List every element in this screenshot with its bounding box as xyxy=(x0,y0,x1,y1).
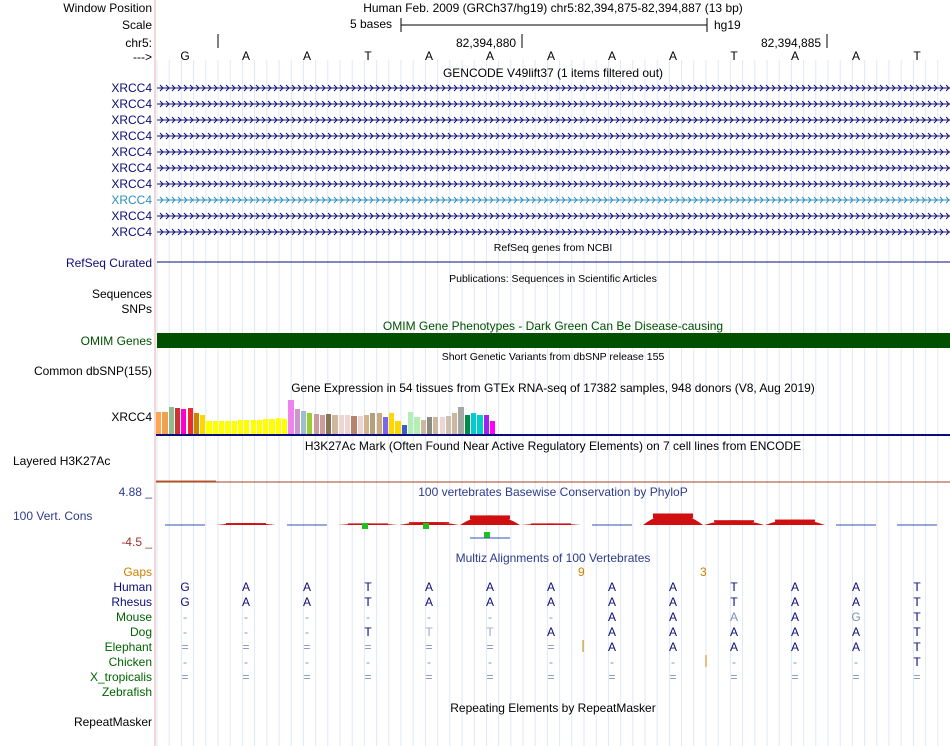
multiz-species-label[interactable]: Elephant xyxy=(104,640,152,654)
multiz-aligned-base: - xyxy=(244,610,248,624)
multiz-aligned-base: A xyxy=(668,610,677,624)
multiz-aligned-base: A xyxy=(790,625,799,639)
gtex-tissue-bar[interactable] xyxy=(433,417,438,434)
omim-gene-bar[interactable] xyxy=(157,333,950,348)
reference-base: T xyxy=(913,49,921,63)
reference-base: T xyxy=(364,49,372,63)
multiz-aligned-base: T xyxy=(364,625,372,639)
gencode-transcript-label[interactable]: XRCC4 xyxy=(111,177,152,191)
multiz-aligned-base: A xyxy=(607,595,616,609)
reference-base: A xyxy=(485,49,494,63)
publications-snps-label[interactable]: SNPs xyxy=(121,302,152,316)
multiz-aligned-base: - xyxy=(488,655,492,669)
gtex-tissue-bar[interactable] xyxy=(421,420,426,434)
multiz-aligned-base: T xyxy=(913,580,921,594)
multiz-species-label[interactable]: Chicken xyxy=(108,655,152,669)
scale-assembly-text: hg19 xyxy=(714,18,741,32)
multiz-gap-count: 3 xyxy=(700,565,707,579)
multiz-gap-count: 9 xyxy=(578,565,585,579)
gtex-tissue-bar[interactable] xyxy=(345,415,350,434)
conservation-track-title: 100 vertebrates Basewise Conservation by PhyloP xyxy=(418,485,688,499)
multiz-aligned-base: = xyxy=(303,670,311,684)
multiz-aligned-base: A xyxy=(790,610,799,624)
gtex-tissue-bar[interactable] xyxy=(458,407,463,434)
multiz-aligned-base: = xyxy=(486,670,494,684)
multiz-aligned-base: G xyxy=(851,610,861,624)
multiz-aligned-base: A xyxy=(607,610,616,624)
gtex-tissue-bar[interactable] xyxy=(301,411,306,434)
gtex-tissue-bar[interactable] xyxy=(440,417,445,434)
publications-track-title: Publications: Sequences in Scientific Articles xyxy=(449,273,657,285)
gtex-tissue-bar[interactable] xyxy=(225,421,230,434)
multiz-aligned-base: = xyxy=(547,640,555,654)
multiz-aligned-base: G xyxy=(180,595,190,609)
chrom-label: chr5: xyxy=(125,36,152,50)
gtex-tissue-bar[interactable] xyxy=(206,421,211,434)
gtex-tissue-bar[interactable] xyxy=(408,412,413,434)
multiz-aligned-base: T xyxy=(364,580,372,594)
multiz-aligned-base: = xyxy=(364,640,372,654)
multiz-track-title: Multiz Alignments of 100 Vertebrates xyxy=(455,551,651,565)
multiz-aligned-base: = xyxy=(181,640,189,654)
gencode-transcript-label[interactable]: XRCC4 xyxy=(111,129,152,143)
multiz-aligned-base: A xyxy=(302,580,311,594)
multiz-aligned-base: - xyxy=(793,655,797,669)
multiz-aligned-base: = xyxy=(303,640,311,654)
refseq-label[interactable]: RefSeq Curated xyxy=(65,256,152,270)
gtex-tissue-bar[interactable] xyxy=(295,409,300,434)
repeatmasker-label[interactable]: RepeatMasker xyxy=(73,715,152,729)
multiz-species-label[interactable]: Dog xyxy=(129,625,152,639)
gtex-tissue-bar[interactable] xyxy=(238,420,243,434)
multiz-aligned-base: A xyxy=(302,595,311,609)
gtex-tissue-bar[interactable] xyxy=(314,414,319,434)
multiz-aligned-base: T xyxy=(913,595,921,609)
multiz-gaps-label: Gaps xyxy=(123,565,152,579)
multiz-aligned-base: - xyxy=(244,625,248,639)
gtex-tissue-bar[interactable] xyxy=(370,413,375,434)
multiz-aligned-base: A xyxy=(729,640,738,654)
multiz-aligned-base: - xyxy=(549,610,553,624)
phylop-green-mark xyxy=(484,532,490,538)
multiz-aligned-base: A xyxy=(668,580,677,594)
multiz-aligned-base: A xyxy=(607,580,616,594)
gtex-tissue-bar[interactable] xyxy=(200,415,205,434)
multiz-aligned-base: A xyxy=(729,610,738,624)
reference-base: G xyxy=(180,49,190,63)
h3k27ac-track-title: H3K27Ac Mark (Often Found Near Active Regulatory Elements) on 7 cell lines from ENCODE xyxy=(304,439,802,453)
gtex-track-title: Gene Expression in 54 tissues from GTEx RNA-seq of 17382 samples, 948 donors (V8, Aug 2019) xyxy=(291,381,815,395)
gtex-tissue-bar[interactable] xyxy=(339,415,344,434)
gtex-tissue-bar[interactable] xyxy=(484,415,489,434)
gtex-tissue-bar[interactable] xyxy=(282,419,287,434)
multiz-aligned-base: - xyxy=(366,610,370,624)
gtex-tissue-bar[interactable] xyxy=(219,421,224,434)
multiz-aligned-base: = xyxy=(425,670,433,684)
gencode-transcript-label[interactable]: XRCC4 xyxy=(111,209,152,223)
multiz-aligned-base: = xyxy=(364,670,372,684)
multiz-aligned-base: A xyxy=(668,640,677,654)
multiz-aligned-base: = xyxy=(669,670,677,684)
conservation-label[interactable]: 100 Vert. Cons xyxy=(13,509,93,523)
multiz-aligned-base: = xyxy=(913,670,921,684)
window-position-text: Human Feb. 2009 (GRCh37/hg19) chr5:82,394,875-82,394,887 (13 bp) xyxy=(363,1,743,15)
multiz-aligned-base: A xyxy=(607,640,616,654)
multiz-aligned-base: - xyxy=(610,655,614,669)
scale-label: Scale xyxy=(121,18,152,32)
gtex-tissue-bar[interactable] xyxy=(232,421,237,434)
multiz-aligned-base: - xyxy=(366,655,370,669)
multiz-aligned-base: T xyxy=(913,655,921,669)
gtex-tissue-bar[interactable] xyxy=(446,416,451,434)
phylop-score-bar xyxy=(653,513,693,518)
gtex-tissue-bar[interactable] xyxy=(465,415,470,434)
multiz-aligned-base: - xyxy=(671,655,675,669)
gtex-tissue-bar[interactable] xyxy=(181,409,186,434)
multiz-aligned-base: T xyxy=(486,625,494,639)
gtex-tissue-bar[interactable] xyxy=(307,413,312,434)
gtex-tissue-bar[interactable] xyxy=(326,414,331,434)
multiz-species-label[interactable]: Human xyxy=(113,580,152,594)
gtex-tissue-bar[interactable] xyxy=(364,415,369,434)
gtex-tissue-bar[interactable] xyxy=(194,413,199,434)
gtex-tissue-bar[interactable] xyxy=(244,420,249,434)
gtex-tissue-bar[interactable] xyxy=(402,425,407,435)
gtex-tissue-bar[interactable] xyxy=(257,420,262,434)
gtex-tissue-bar[interactable] xyxy=(156,412,161,434)
gtex-tissue-bar[interactable] xyxy=(162,412,167,434)
multiz-aligned-base: - xyxy=(305,610,309,624)
multiz-aligned-base: - xyxy=(305,655,309,669)
gencode-transcript-label[interactable]: XRCC4 xyxy=(111,97,152,111)
multiz-aligned-base: = xyxy=(425,640,433,654)
multiz-aligned-base: T xyxy=(730,595,738,609)
multiz-species-label[interactable]: Rhesus xyxy=(111,595,152,609)
gtex-tissue-bar[interactable] xyxy=(263,419,268,434)
gtex-tissue-bar[interactable] xyxy=(358,416,363,434)
gtex-tissue-bar[interactable] xyxy=(351,416,356,434)
phylop-score-bar xyxy=(775,520,815,522)
multiz-aligned-base: A xyxy=(546,625,555,639)
gencode-transcript-label[interactable]: XRCC4 xyxy=(111,145,152,159)
multiz-aligned-base: = xyxy=(852,670,860,684)
gtex-bar-chart[interactable] xyxy=(156,396,950,434)
multiz-aligned-base: - xyxy=(549,655,553,669)
multiz-aligned-base: A xyxy=(668,625,677,639)
multiz-aligned-base: - xyxy=(488,610,492,624)
multiz-aligned-base: A xyxy=(424,580,433,594)
reference-base: T xyxy=(730,49,738,63)
window-position-label: Window Position xyxy=(63,1,152,15)
multiz-aligned-base: A xyxy=(485,595,494,609)
reference-base: A xyxy=(302,49,311,63)
multiz-aligned-base: G xyxy=(180,580,190,594)
multiz-aligned-base: T xyxy=(913,640,921,654)
multiz-aligned-base: = xyxy=(181,670,189,684)
multiz-aligned-base: A xyxy=(790,640,799,654)
multiz-aligned-base: A xyxy=(851,640,860,654)
multiz-aligned-base: = xyxy=(547,670,555,684)
multiz-aligned-base: - xyxy=(183,625,187,639)
multiz-aligned-base: A xyxy=(851,595,860,609)
multiz-aligned-base: A xyxy=(729,625,738,639)
multiz-aligned-base: = xyxy=(608,670,616,684)
refseq-track-title: RefSeq genes from NCBI xyxy=(493,242,613,254)
multiz-aligned-base: = xyxy=(242,640,250,654)
multiz-aligned-base: - xyxy=(183,610,187,624)
phylop-score-bar xyxy=(714,520,754,522)
gtex-tissue-bar[interactable] xyxy=(477,415,482,434)
gtex-tissue-bar[interactable] xyxy=(332,415,337,434)
multiz-aligned-base: = xyxy=(242,670,250,684)
phylop-green-mark xyxy=(362,523,368,529)
gencode-transcript-label[interactable]: XRCC4 xyxy=(111,113,152,127)
multiz-aligned-base: T xyxy=(730,580,738,594)
scale-bases-text: 5 bases xyxy=(350,17,393,31)
multiz-aligned-base: - xyxy=(427,610,431,624)
multiz-aligned-base: = xyxy=(730,670,738,684)
reference-base: A xyxy=(607,49,616,63)
omim-track-title: OMIM Gene Phenotypes - Dark Green Can Be Disease-causing xyxy=(382,319,724,333)
multiz-aligned-base: T xyxy=(913,625,921,639)
phylop-score-bar xyxy=(531,523,571,524)
multiz-aligned-base: - xyxy=(427,655,431,669)
phylop-score-bar xyxy=(226,523,266,524)
gtex-tissue-bar[interactable] xyxy=(276,418,281,434)
reference-base: A xyxy=(241,49,250,63)
publications-sequences-label[interactable]: Sequences xyxy=(91,287,152,301)
gtex-tissue-bar[interactable] xyxy=(251,420,256,434)
gencode-transcript-label[interactable]: XRCC4 xyxy=(111,161,152,175)
multiz-aligned-base: A xyxy=(607,625,616,639)
gtex-tissue-bar[interactable] xyxy=(188,408,193,434)
multiz-aligned-base: - xyxy=(854,655,858,669)
multiz-aligned-base: T xyxy=(425,625,433,639)
multiz-aligned-base: - xyxy=(244,655,248,669)
conservation-ymin: -4.5 _ xyxy=(121,535,152,549)
phylop-green-mark xyxy=(423,523,429,529)
gtex-tissue-bar[interactable] xyxy=(452,413,457,434)
gtex-tissue-bar[interactable] xyxy=(175,408,180,434)
gtex-tissue-bar[interactable] xyxy=(269,419,274,434)
reference-base: A xyxy=(546,49,555,63)
position-tick-1: 82,394,880 xyxy=(456,36,517,50)
multiz-aligned-base: A xyxy=(790,595,799,609)
multiz-aligned-base: A xyxy=(668,595,677,609)
multiz-aligned-base: A xyxy=(546,595,555,609)
multiz-aligned-base: A xyxy=(851,625,860,639)
gencode-transcript-label[interactable]: XRCC4 xyxy=(111,193,152,207)
dbsnp-label[interactable]: Common dbSNP(155) xyxy=(33,364,152,378)
gtex-tissue-bar[interactable] xyxy=(427,417,432,434)
gtex-tissue-bar[interactable] xyxy=(288,400,293,434)
reference-base: A xyxy=(424,49,433,63)
strand-label: ---> xyxy=(133,50,152,64)
multiz-aligned-base: - xyxy=(183,655,187,669)
multiz-aligned-base: = xyxy=(486,640,494,654)
multiz-aligned-base: T xyxy=(364,595,372,609)
reference-base: A xyxy=(790,49,799,63)
multiz-aligned-base: A xyxy=(241,595,250,609)
omim-label[interactable]: OMIM Genes xyxy=(80,334,152,348)
phylop-score-bar xyxy=(470,515,510,519)
multiz-aligned-base: T xyxy=(913,610,921,624)
gtex-tissue-bar[interactable] xyxy=(414,417,419,434)
multiz-species-label[interactable]: X_tropicalis xyxy=(89,670,152,684)
gtex-tissue-bar[interactable] xyxy=(383,417,388,434)
gtex-tissue-bar[interactable] xyxy=(490,421,495,434)
multiz-aligned-base: - xyxy=(732,655,736,669)
multiz-aligned-base: A xyxy=(241,580,250,594)
gencode-track-title: GENCODE V49lift37 (1 items filtered out) xyxy=(442,66,664,80)
gtex-tissue-bar[interactable] xyxy=(471,413,476,434)
gtex-tissue-bar[interactable] xyxy=(320,415,325,434)
multiz-aligned-base: A xyxy=(851,580,860,594)
gtex-tissue-bar[interactable] xyxy=(395,421,400,434)
gtex-tissue-bar[interactable] xyxy=(377,413,382,434)
multiz-aligned-base: A xyxy=(485,580,494,594)
h3k27ac-label[interactable]: Layered H3K27Ac xyxy=(13,454,111,468)
multiz-aligned-base: A xyxy=(790,580,799,594)
reference-base: A xyxy=(668,49,677,63)
multiz-species-label[interactable]: Mouse xyxy=(115,610,152,624)
gencode-transcript-label[interactable]: XRCC4 xyxy=(111,225,152,239)
multiz-aligned-base: - xyxy=(305,625,309,639)
multiz-aligned-base: A xyxy=(424,595,433,609)
gtex-label[interactable]: XRCC4 xyxy=(111,410,152,424)
repeatmasker-track-title: Repeating Elements by RepeatMasker xyxy=(450,701,656,715)
gtex-tissue-bar[interactable] xyxy=(169,407,174,434)
reference-base: A xyxy=(851,49,860,63)
multiz-species-label[interactable]: Zebrafish xyxy=(101,685,152,699)
dbsnp-track-title: Short Genetic Variants from dbSNP release 155 xyxy=(441,351,665,363)
position-tick-2: 82,394,885 xyxy=(761,36,822,50)
gencode-transcript-label[interactable]: XRCC4 xyxy=(111,81,152,95)
multiz-aligned-base: = xyxy=(791,670,799,684)
conservation-ymax: 4.88 _ xyxy=(118,485,152,499)
multiz-aligned-base: A xyxy=(546,580,555,594)
gtex-tissue-bar[interactable] xyxy=(389,413,394,434)
gtex-tissue-bar[interactable] xyxy=(213,421,218,434)
